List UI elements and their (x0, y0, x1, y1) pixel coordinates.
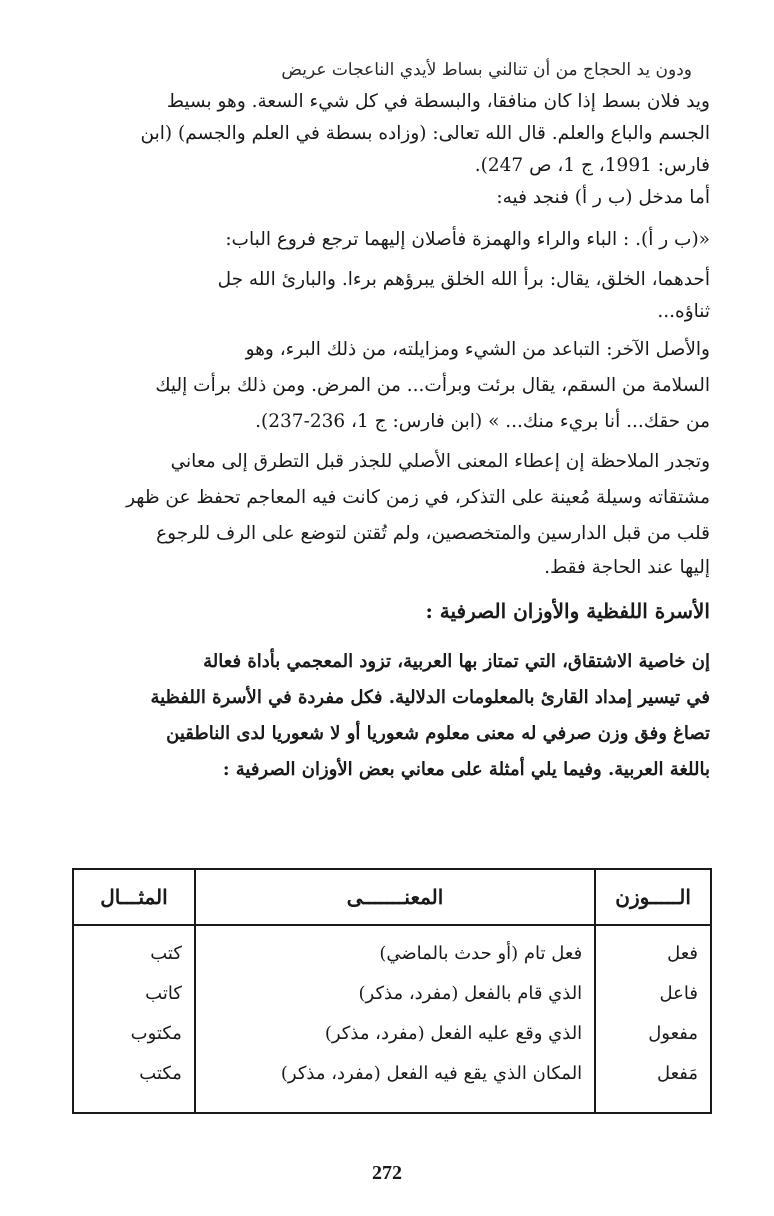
cell-meaning: الذي قام بالفعل (مفرد، مذكر) (195, 974, 595, 1014)
quote-line: أحدهما، الخلق، يقال: برأ الله الخلق يبرؤهم برءا. والبارئ الله جل (217, 269, 710, 290)
paragraph-line: أما مدخل (ب ر أ) فنجد فيه: (496, 187, 710, 208)
header-example: المثـــال (73, 869, 195, 925)
table-header-row (73, 869, 711, 925)
quote-line: والأصل الآخر: التباعد من الشيء ومزايلته، من ذلك البرء، وهو (245, 339, 710, 360)
cell-wazn: مَفعل (595, 1054, 711, 1113)
table-row (73, 1054, 711, 1113)
cell-meaning: الذي وقع عليه الفعل (مفرد، مذكر) (195, 1014, 595, 1054)
paragraph-line: باللغة العربية. وفيما يلي أمثلة على معاني بعض الأوزان الصرفية : (222, 759, 710, 780)
paragraph-line: فارس: 1991، ج 1، ص 247). (474, 155, 710, 176)
cell-meaning: المكان الذي يقع فيه الفعل (مفرد، مذكر) (195, 1054, 595, 1113)
poem-verse: ودون يد الحجاج من أن تنالني بساط لأيدي الناعجات عريض (281, 60, 692, 80)
paragraph-line: الجسم والباع والعلم. قال الله تعالى: (وزاده بسطة في العلم والجسم) (ابن (140, 123, 710, 144)
section-heading: الأسرة اللفظية والأوزان الصرفية : (425, 599, 710, 623)
paragraph-line: إن خاصية الاشتقاق، التي تمتاز بها العربية، تزود المعجمي بأداة فعالة (203, 651, 710, 672)
paragraph-line: في تيسير إمداد القارئ بالمعلومات الدلالية. فكل مفردة في الأسرة اللفظية (150, 687, 710, 708)
quote-line: ثناؤه... (657, 301, 710, 322)
cell-example: كتب (73, 925, 195, 974)
paragraph-line: تصاغ وفق وزن صرفي له معنى معلوم شعوريا أو لا شعوريا لدى الناطقين (166, 723, 710, 744)
paragraph-line: وتجدر الملاحظة إن إعطاء المعنى الأصلي للجذر قبل التطرق إلى معاني (170, 451, 710, 472)
morphological-patterns-table (72, 868, 712, 1114)
quote-line: من حقك... أنا بريء منك... » (ابن فارس: ج 1، 236-237). (255, 411, 710, 432)
paragraph-line: قلب من قبل الدارسين والمتخصصين، ولم تُقتن لتوضع على الرف للرجوع (156, 523, 710, 544)
cell-example: مكتوب (73, 1014, 195, 1054)
cell-meaning: فعل تام (أو حدث بالماضي) (195, 925, 595, 974)
cell-wazn: فعل (595, 925, 711, 974)
cell-wazn: مفعول (595, 1014, 711, 1054)
paragraph-line: مشتقاته وسيلة مُعينة على التذكر، في زمن كانت فيه المعاجم تحفظ عن ظهر (126, 487, 710, 508)
paragraph-line: إليها عند الحاجة فقط. (544, 557, 710, 578)
cell-wazn: فاعل (595, 974, 711, 1014)
quote-line: السلامة من السقم، يقال برئت وبرأت... من المرض. ومن ذلك برأت إليك (155, 375, 710, 396)
header-wazn: الـــــوزن (595, 869, 711, 925)
paragraph-line: ويد فلان بسط إذا كان منافقا، والبسطة في كل شيء السعة. وهو بسيط (166, 91, 710, 112)
quote-line: «(ب ر أ). : الباء والراء والهمزة فأصلان إليهما ترجع فروع الباب: (225, 229, 710, 250)
cell-example: كاتب (73, 974, 195, 1014)
header-meaning: المعنـــــــى (195, 869, 595, 925)
table-row (73, 925, 711, 974)
cell-example: مكتب (73, 1054, 195, 1113)
table-row (73, 974, 711, 1014)
page-number: 272 (372, 1162, 402, 1184)
table-row (73, 1014, 711, 1054)
